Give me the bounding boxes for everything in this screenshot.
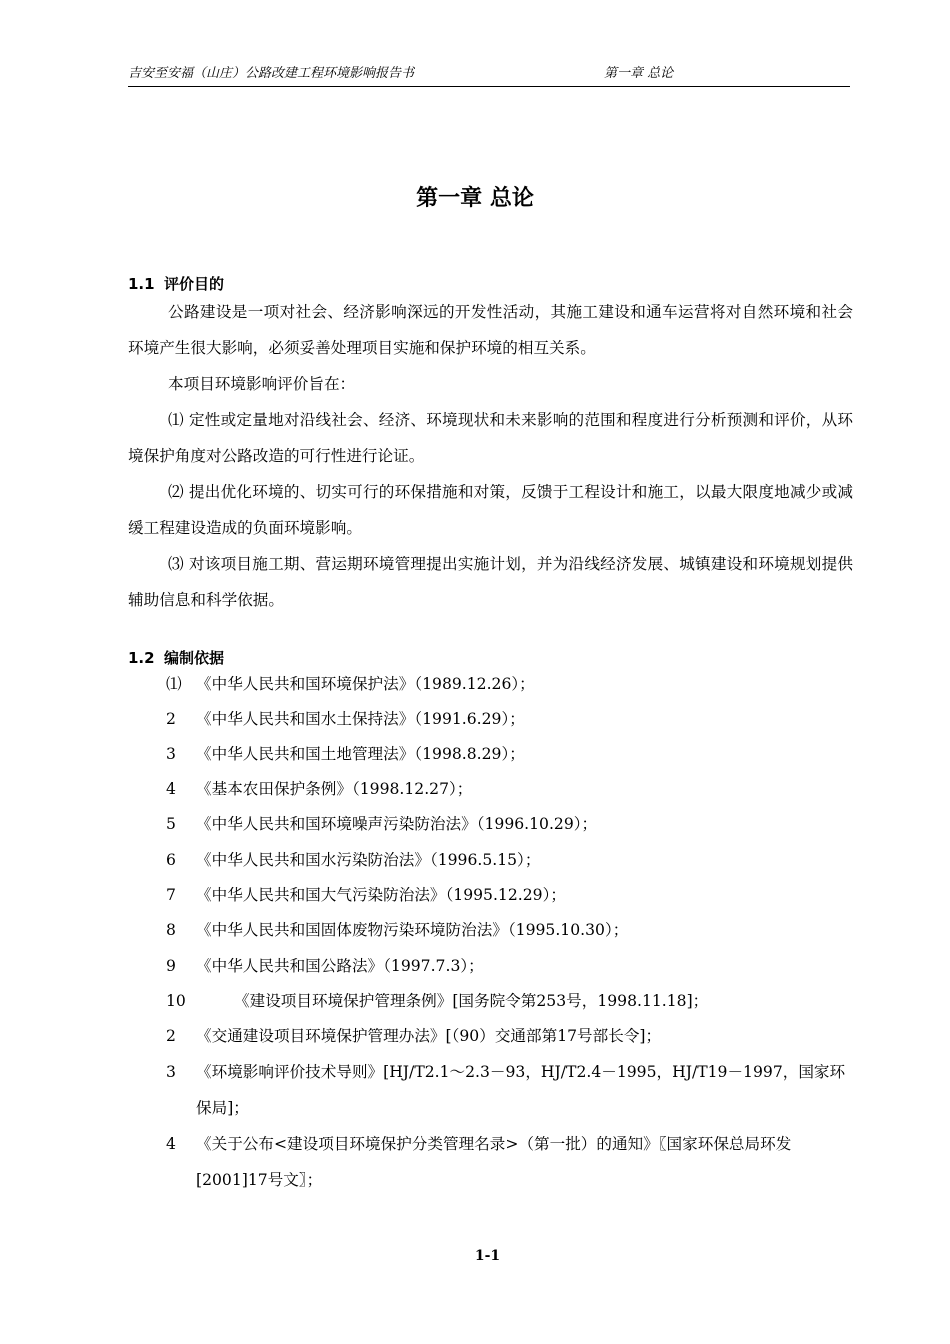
header-document-title: 吉安至安福（山庄）公路改建工程环境影响报告书 — [128, 66, 415, 81]
list-item — [166, 806, 856, 842]
list-item-text: 《中华人民共和国公路法》（1997.7.3）； — [196, 957, 484, 975]
list-item-number: 7 — [166, 886, 176, 904]
paragraph: ⑵ 提出优化环境的、切实可行的环保措施和对策，反馈于工程设计和施工，以最大限度地减少或减缓工程建设造成的负面环境影响。 — [128, 483, 853, 537]
list-item-number: 4 — [166, 1135, 176, 1153]
list-item-number: 2 — [166, 710, 176, 728]
list-item-text: 《环境影响评价技术导则》[HJ/T2.1～2.3－93，HJ/T2.4－1995，HJ/T19－1997，国家环保局]； — [196, 1063, 846, 1117]
section-title: 评价目的 — [164, 275, 225, 293]
list-item — [166, 842, 856, 878]
page-number: 1-1 — [474, 1248, 501, 1264]
list-item-text: 《中华人民共和国水污染防治法》（1996.5.15）； — [196, 851, 541, 869]
list-item-text: 《中华人民共和国土地管理法》（1998.8.29）； — [196, 745, 525, 763]
paragraph: 本项目环境影响评价旨在： — [168, 375, 356, 393]
list-item — [166, 983, 856, 1019]
paragraph: ⑴ 定性或定量地对沿线社会、经济、环境现状和未来影响的范围和程度进行分析预测和评价，从环境保护角度对公路改造的可行性进行论证。 — [128, 411, 853, 465]
list-item-number: 10 — [166, 992, 186, 1010]
section-number: 1.2 — [128, 649, 155, 667]
chapter-title: 第一章 总论 — [416, 186, 534, 211]
list-item-text: 《中华人民共和国固体废物污染环境防治法》（1995.10.30）； — [196, 921, 629, 939]
list-item — [166, 771, 856, 807]
running-header — [128, 64, 850, 87]
list-item-number: 9 — [166, 957, 176, 975]
list-item — [166, 948, 856, 984]
list-item-number: 8 — [166, 921, 176, 939]
list-item-text: 《建设项目环境保护管理条例》[国务院令第253号，1998.11.18]； — [234, 992, 709, 1010]
header-chapter-title: 第一章 总论 — [604, 66, 674, 81]
list-item-number: 3 — [166, 745, 176, 763]
list-item-number: 4 — [166, 780, 176, 798]
list-item — [166, 736, 856, 772]
list-item-text: 《中华人民共和国水土保持法》（1991.6.29）； — [196, 710, 525, 728]
list-item — [166, 1018, 856, 1054]
list-item-text: 《中华人民共和国环境保护法》（1989.12.26）； — [196, 675, 535, 693]
list-item — [166, 666, 856, 702]
section-number: 1.1 — [128, 275, 155, 293]
list-item-text: 《交通建设项目环境保护管理办法》[（90）交通部第17号部长令]； — [196, 1027, 662, 1045]
list-item — [166, 701, 856, 737]
list-item-text: 《中华人民共和国大气污染防治法》（1995.12.29）； — [196, 886, 566, 904]
list-item — [166, 877, 856, 913]
list-item-number: 3 — [166, 1063, 176, 1081]
list-item-text: 《中华人民共和国环境噪声污染防治法》（1996.10.29）； — [196, 815, 598, 833]
section-title: 编制依据 — [164, 649, 225, 667]
list-item-text: 《基本农田保护条例》（1998.12.27）； — [196, 780, 473, 798]
list-item — [166, 912, 856, 948]
list-item — [166, 1126, 856, 1198]
paragraph: 公路建设是一项对社会、经济影响深远的开发性活动，其施工建设和通车运营将对自然环境和社会环境产生很大影响，必须妥善处理项目实施和保护环境的相互关系。 — [128, 303, 853, 357]
list-item-number: 5 — [166, 815, 176, 833]
list-item-text: 《关于公布<建设项目环境保护分类管理名录>（第一批）的通知》〖国家环保总局环发[2001]17号文〗； — [196, 1135, 792, 1189]
list-item-number: 2 — [166, 1027, 176, 1045]
list-item-number: ⑴ — [166, 675, 182, 693]
list-item — [166, 1054, 856, 1126]
section-heading-1-1 — [128, 272, 224, 296]
list-item-number: 6 — [166, 851, 176, 869]
paragraph: ⑶ 对该项目施工期、营运期环境管理提出实施计划，并为沿线经济发展、城镇建设和环境规划提供辅助信息和科学依据。 — [128, 555, 853, 609]
